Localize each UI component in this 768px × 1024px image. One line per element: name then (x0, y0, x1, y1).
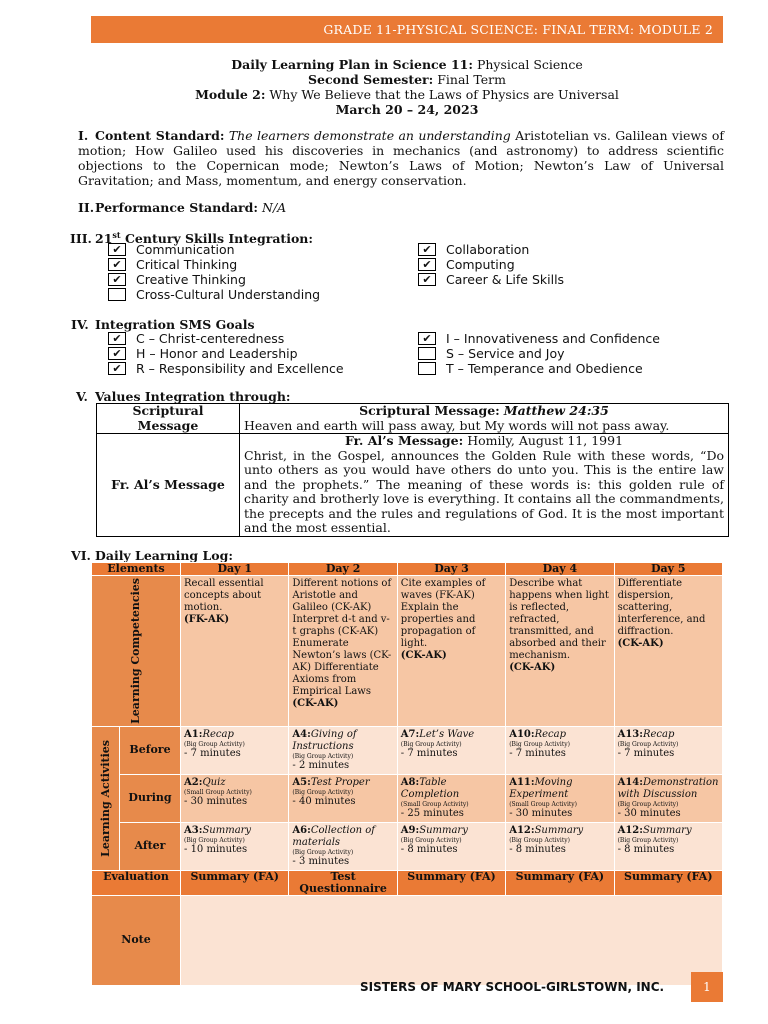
skills-heading: III. 21st Century Skills Integration: (70, 230, 313, 247)
checkbox[interactable]: ✔ (418, 332, 436, 345)
content-standard: I. Content Standard: The learners demonstrate an understanding Aristotelian vs. Galilean views of motion; How Galileo used his discoveries in mechanics (and astronomy) to address scientific objections to the Copernican mode; Newton’s Laws of Motion; Newton’s Law of Universal Gravitation; and Mass, momentum, and energy conservation. (78, 128, 724, 188)
activity-group: (Big Group Activity) (509, 836, 570, 844)
page-header-banner: GRADE 11-PHYSICAL SCIENCE: FINAL TERM: MODULE 2 (91, 16, 723, 43)
during-row (92, 774, 723, 822)
activity-name: Collection of materials (292, 824, 375, 848)
activity-name: Table Completion (400, 776, 460, 800)
scriptural-label: Scriptural Message (97, 404, 240, 434)
activity-cell (397, 822, 505, 870)
daily-learning-log-table (91, 562, 723, 986)
competency-text: Describe what happens when light is reflected, refracted, transmitted, and absorbed and their mechanism. (509, 578, 609, 661)
check-label: S – Service and Joy (446, 346, 565, 361)
check-label: Creative Thinking (136, 272, 246, 287)
checkbox[interactable]: ✔ (418, 243, 436, 256)
check-label: Computing (446, 257, 515, 272)
check-item (418, 361, 643, 376)
phase-after: After (120, 822, 181, 870)
activity-time: - 7 minutes (184, 747, 241, 759)
day-header: Day 3 (397, 563, 505, 576)
activity-id: A9: (400, 824, 420, 836)
activity-cell (614, 774, 722, 822)
check-label: H – Honor and Leadership (136, 346, 298, 361)
title-line-1: Daily Learning Plan in Science 11: Physical Science (231, 57, 583, 72)
activity-time: - 8 minutes (400, 843, 458, 855)
activity-id: A10: (509, 728, 535, 740)
performance-standard: II.Performance Standard: N/A (78, 200, 287, 215)
activity-cell (506, 726, 614, 774)
activity-group: (Big Group Activity) (509, 740, 570, 748)
activity-id: A11: (509, 776, 535, 788)
checkbox[interactable] (418, 347, 436, 360)
check-item (418, 331, 660, 346)
competency-text: Cite examples of waves (FK-AK) Explain the properties and propagation of light. (400, 578, 486, 649)
check-label: T – Temperance and Obedience (446, 361, 643, 376)
activity-id: A8: (400, 776, 420, 788)
check-label: Critical Thinking (136, 257, 238, 272)
check-item (418, 257, 515, 272)
evaluation-cell: Test Questionnaire (289, 870, 397, 895)
checkbox[interactable]: ✔ (418, 273, 436, 286)
activity-cell (289, 726, 397, 774)
checkbox[interactable]: ✔ (108, 362, 126, 375)
activity-title (184, 729, 285, 741)
values-heading: V. Values Integration through: (76, 389, 291, 404)
check-label: R – Responsibility and Excellence (136, 361, 344, 376)
evaluation-cell: Summary (FA) (397, 870, 505, 895)
activity-group: (Small Group Activity) (400, 800, 469, 808)
activity-time: - 3 minutes (292, 855, 350, 867)
phase-during: During (120, 774, 181, 822)
competencies-row (92, 576, 723, 727)
evaluation-cell: Summary (FA) (181, 870, 289, 895)
activity-id: A4: (292, 728, 311, 740)
log-heading: VI. Daily Learning Log: (71, 548, 233, 563)
activity-title (292, 825, 393, 849)
activity-name: Recap (202, 728, 234, 740)
fr-al-row (97, 434, 729, 537)
fr-al-label: Fr. Al’s Message (97, 434, 240, 537)
activity-cell (289, 774, 397, 822)
competency-text: Recall essential concepts about motion. (184, 578, 264, 613)
elements-header: Elements (92, 563, 181, 576)
activity-title (184, 777, 285, 789)
check-item (418, 272, 564, 287)
activity-id: A12: (509, 824, 535, 836)
activity-id: A5: (292, 776, 311, 788)
activity-time: - 30 minutes (509, 807, 573, 819)
activity-title (618, 777, 719, 801)
activity-group: (Small Group Activity) (509, 800, 578, 808)
note-label: Note (92, 895, 181, 985)
checkbox[interactable]: ✔ (108, 273, 126, 286)
activity-cell (181, 726, 289, 774)
checkbox[interactable] (108, 288, 126, 301)
day-header: Day 4 (506, 563, 614, 576)
activity-time: - 8 minutes (509, 843, 566, 855)
activity-group: (Small Group Activity) (184, 788, 252, 796)
activity-name: Demonstration with Discussion (617, 776, 719, 800)
check-label: Communication (136, 242, 235, 257)
check-label: Career & Life Skills (446, 272, 565, 287)
activity-name: Summary (419, 824, 468, 836)
activity-title (509, 825, 610, 837)
day-header: Day 1 (181, 563, 289, 576)
after-row (92, 822, 723, 870)
check-item (418, 242, 529, 257)
activity-time: - 8 minutes (617, 843, 675, 855)
scriptural-row (97, 404, 729, 434)
checkbox[interactable] (418, 362, 436, 375)
competency-text: Differentiate dispersion, scattering, interference, and diffraction. (617, 578, 706, 637)
evaluation-cell: Summary (FA) (614, 870, 722, 895)
activity-id: A13: (617, 728, 643, 740)
check-item (108, 346, 298, 361)
activity-name: Quiz (202, 776, 226, 788)
activity-time: - 30 minutes (617, 807, 681, 819)
activity-id: A1: (184, 728, 203, 740)
activity-title (401, 777, 502, 801)
checkbox[interactable]: ✔ (418, 258, 436, 271)
competencies-label: Learning Competencies (92, 576, 181, 727)
activity-title (509, 729, 610, 741)
check-item (108, 272, 246, 287)
activity-cell (397, 774, 505, 822)
activity-title (618, 825, 719, 837)
day-header: Day 5 (614, 563, 722, 576)
activity-time: - 2 minutes (292, 759, 350, 771)
activity-time: - 25 minutes (400, 807, 464, 819)
activity-group: (Big Group Activity) (292, 788, 354, 796)
title-line-2: Second Semester: Final Term (308, 72, 506, 87)
activity-group: (Big Group Activity) (400, 740, 462, 748)
title-line-3: Module 2: Why We Believe that the Laws of Physics are Universal (195, 87, 619, 102)
checkbox[interactable]: ✔ (108, 258, 126, 271)
activity-cell (614, 726, 722, 774)
check-label: I – Innovativeness and Confidence (446, 331, 660, 346)
fr-al-content: Fr. Al’s Message: Homily, August 11, 1991 Christ, in the Gospel, announces the Golden Rule with these words, “Do unto others as you would have others do unto you. This is the entire law and the prophets.” The meaning of these words is: this golden rule of charity and brotherly love is everything. It contains all the commandments, the precepts and the rules and regulations of God. It is the most important and the most essential. (240, 434, 729, 537)
note-row (92, 895, 723, 985)
activity-time: - 10 minutes (184, 843, 248, 855)
activities-label: Learning Activities (92, 726, 120, 870)
activity-title (292, 777, 393, 789)
activity-group: (Big Group Activity) (617, 836, 679, 844)
day-header: Day 2 (289, 563, 397, 576)
checkbox[interactable]: ✔ (108, 243, 126, 256)
checkbox[interactable]: ✔ (108, 332, 126, 345)
sms-heading: IV. Integration SMS Goals (71, 317, 255, 332)
scriptural-content: Scriptural Message: Matthew 24:35 Heaven and earth will pass away, but My words will not pass away. (240, 404, 729, 434)
activity-time: - 40 minutes (292, 795, 356, 807)
page-number: 1 (691, 972, 723, 1002)
note-content (181, 895, 723, 985)
competency-code: (CK-AK) (509, 662, 556, 673)
check-item (108, 361, 344, 376)
activity-group: (Big Group Activity) (400, 836, 462, 844)
activity-title (509, 777, 610, 801)
check-item (108, 257, 237, 272)
competency-code: (CK-AK) (400, 650, 447, 661)
competency-cell (397, 576, 505, 727)
activity-id: A6: (292, 824, 311, 836)
competency-code: (CK-AK) (617, 638, 664, 649)
activity-id: A2: (184, 776, 203, 788)
activity-name: Recap (642, 728, 675, 740)
competency-cell (181, 576, 289, 727)
activity-group: (Big Group Activity) (617, 800, 679, 808)
activity-name: Giving of Instructions (292, 728, 357, 752)
activity-name: Summary (642, 824, 692, 836)
activity-id: A14: (617, 776, 643, 788)
activity-title (401, 729, 502, 741)
school-footer: SISTERS OF MARY SCHOOL-GIRLSTOWN, INC. (360, 980, 665, 994)
activity-name: Summary (534, 824, 584, 836)
activity-name: Summary (202, 824, 252, 836)
activity-cell (181, 774, 289, 822)
activity-cell (506, 774, 614, 822)
activity-time: - 30 minutes (184, 795, 248, 807)
activity-name: Test Proper (310, 776, 370, 788)
activity-title (184, 825, 285, 837)
activity-name: Let’s Wave (419, 728, 475, 740)
activity-cell (289, 822, 397, 870)
activity-name: Moving Experiment (509, 776, 573, 800)
activity-title (292, 729, 393, 753)
competency-text: Different notions of Aristotle and Galileo (CK-AK) Interpret d-t and v-t graphs (CK-AK) Enumerate Newton’s laws (CK-AK) Differentiate Axioms from Empirical Laws (292, 578, 392, 697)
check-item (108, 287, 320, 302)
activity-name: Recap (534, 728, 566, 740)
before-row (92, 726, 723, 774)
evaluation-cell: Summary (FA) (506, 870, 614, 895)
phase-before: Before (120, 726, 181, 774)
check-item (418, 346, 565, 361)
competency-cell (289, 576, 397, 727)
activity-time: - 7 minutes (509, 747, 566, 759)
competency-code: (FK-AK) (184, 614, 230, 625)
activity-group: (Big Group Activity) (184, 740, 245, 748)
activity-title (401, 825, 502, 837)
activity-time: - 7 minutes (617, 747, 675, 759)
check-label: Collaboration (446, 242, 530, 257)
document-titles (91, 57, 723, 117)
title-date: March 20 – 24, 2023 (335, 102, 479, 117)
activity-group: (Big Group Activity) (184, 836, 245, 844)
activity-id: A7: (400, 728, 420, 740)
log-header-row (92, 563, 723, 576)
activity-group: (Big Group Activity) (292, 848, 354, 856)
check-label: C – Christ-centeredness (136, 331, 285, 346)
competency-code: (CK-AK) (292, 698, 339, 709)
activity-time: - 7 minutes (400, 747, 458, 759)
activity-cell (506, 822, 614, 870)
check-item (108, 242, 235, 257)
values-table (96, 403, 729, 537)
activity-id: A3: (184, 824, 203, 836)
activity-group: (Big Group Activity) (617, 740, 679, 748)
check-item (108, 331, 284, 346)
activity-group: (Big Group Activity) (292, 752, 354, 760)
check-label: Cross-Cultural Understanding (136, 287, 321, 302)
competency-cell (614, 576, 722, 727)
competency-cell (506, 576, 614, 727)
checkbox[interactable]: ✔ (108, 347, 126, 360)
activity-cell (181, 822, 289, 870)
activity-id: A12: (617, 824, 643, 836)
evaluation-row (92, 870, 723, 895)
activity-title (618, 729, 719, 741)
activity-cell (614, 822, 722, 870)
activity-cell (397, 726, 505, 774)
evaluation-label: Evaluation (92, 870, 181, 895)
